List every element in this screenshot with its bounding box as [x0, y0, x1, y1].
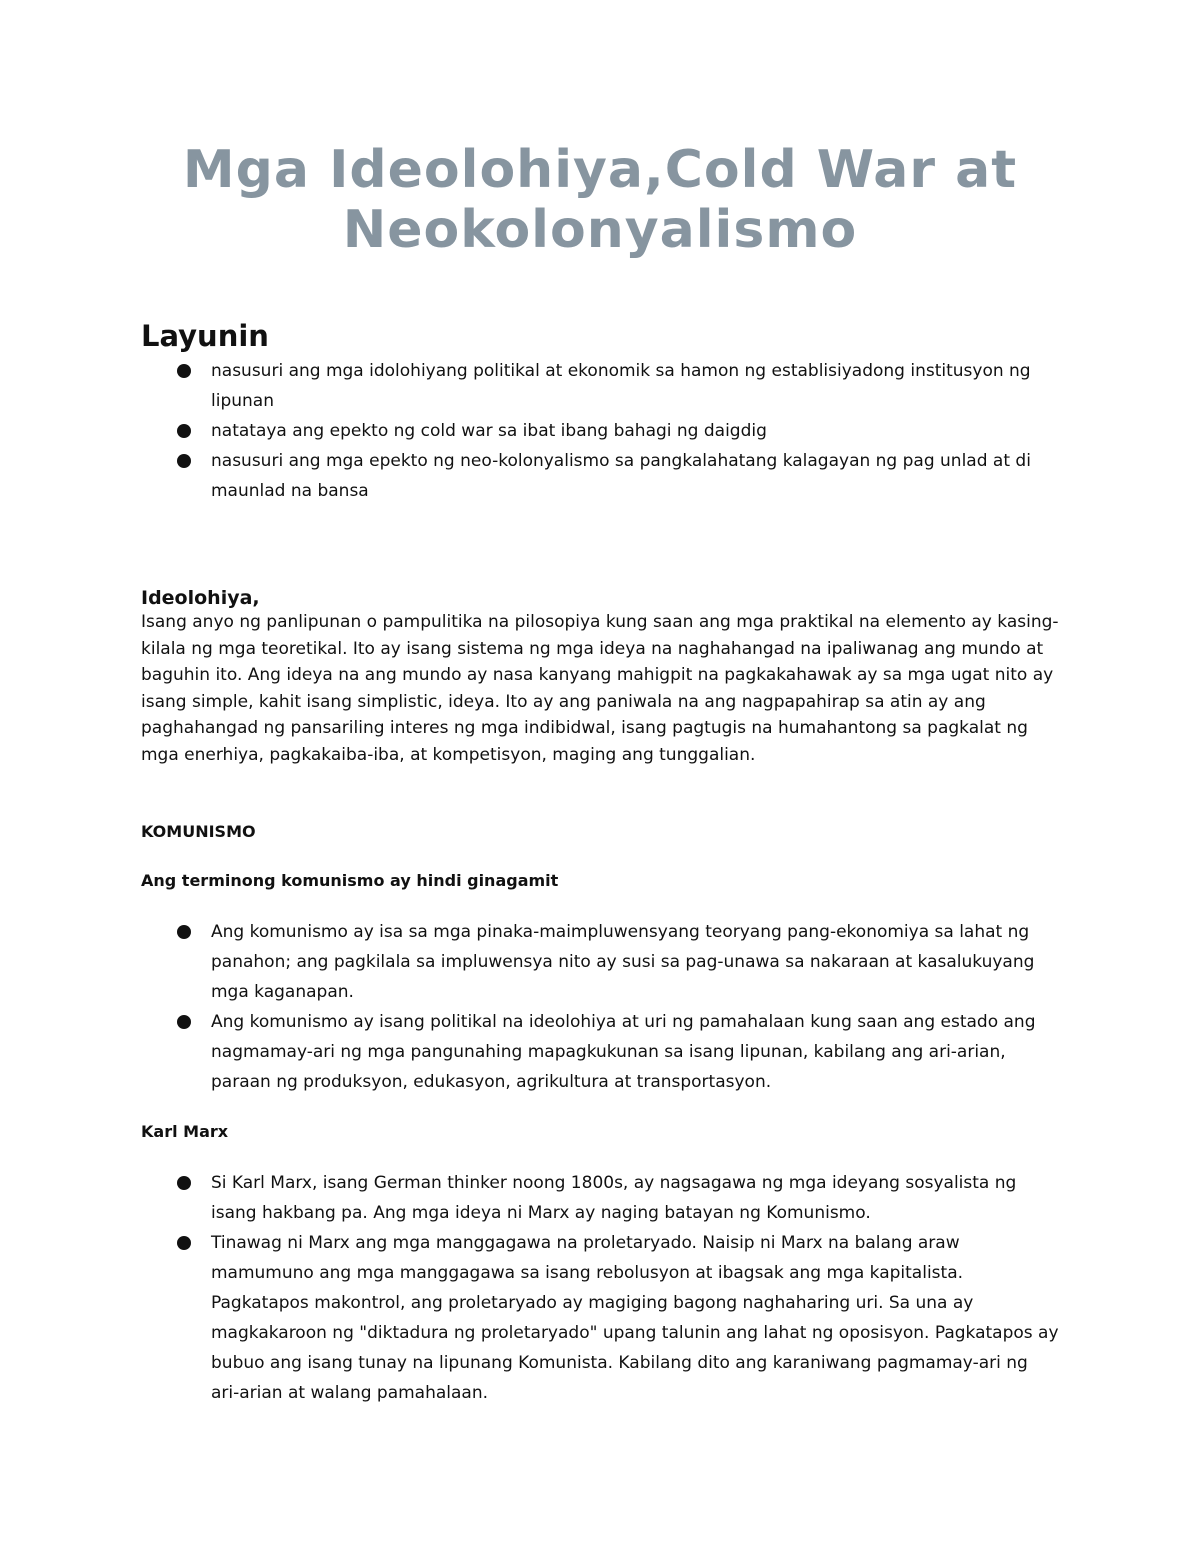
list-item — [141, 1228, 1061, 1408]
list-item-text: Ang komunismo ay isa sa mga pinaka-maimpluwensyang teoryang pang-ekonomiya sa lahat ng panahon; ang pagkilala sa impluwensya nito ay susi sa pag-unawa sa nakaraan at kasalukuyang mga kaganapan. — [211, 922, 1035, 1002]
list-item-text: Ang komunismo ay isang politikal na ideolohiya at uri ng pamahalaan kung saan ang estado ang nagmamay-ari ng mga pangunahing mapagkukunan sa isang lipunan, kabilang ang ari-arian, paraan ng produksyon, edukasyon, agrikultura at transportasyon. — [211, 1012, 1036, 1092]
list-item — [141, 1007, 1061, 1097]
karl-marx-heading: Karl Marx — [141, 1122, 229, 1141]
bullet-icon — [177, 1176, 191, 1190]
bullet-icon — [177, 454, 191, 468]
list-item-text: Tinawag ni Marx ang mga manggagawa na proletaryado. Naisip ni Marx na balang araw mamumuno ang mga manggagawa sa isang rebolusyon at ibagsak ang mga kapitalista. Pagkatapos makontrol, ang proletaryado ay magiging bagong naghaharing uri. Sa una ay magkakaroon ng "diktadura ng proletaryado" upang talunin ang lahat ng oposisyon. Pagkatapos ay bubuo ang isang tunay na lipunang Komunista. Kabilang dito ang karaniwang pagmamay-ari ng ari-arian at walang pamahalaan. — [211, 1233, 1059, 1403]
komunismo-list — [141, 917, 1061, 1097]
bullet-icon — [177, 424, 191, 438]
komunismo-heading: KOMUNISMO — [141, 822, 256, 841]
ideolohiya-paragraph: Isang anyo ng panlipunan o pampulitika na pilosopiya kung saan ang mga praktikal na elemento ay kasing-kilala ng mga teoretikal. Ito ay isang sistema ng mga ideya na naghahangad na ipaliwanag ang mundo at baguhin ito. Ang ideya na ang mundo ay nasa kanyang mahigpit na pagkakahawak ay sa mga ugat nito ay isang simple, kahit isang simplistic, ideya. Ito ay ang paniwala na ang nagpapahirap sa atin ay ang paghahangad ng pansariling interes ng mga indibidwal, isang pagtugis na humahantong sa pagkalat ng mga enerhiya, pagkakaiba-iba, at kompetisyon, maging ang tunggalian. — [141, 612, 1059, 765]
layunin-heading: Layunin — [141, 319, 269, 353]
list-item — [141, 446, 1061, 506]
page-title: Mga Ideolohiya,Cold War at Neokolonyalismo — [182, 140, 1018, 260]
bullet-icon — [177, 1015, 191, 1029]
layunin-list — [141, 356, 1061, 506]
list-item-text: natataya ang epekto ng cold war sa ibat ibang bahagi ng daigdig — [211, 421, 767, 441]
list-item — [141, 416, 1061, 446]
karl-marx-list — [141, 1168, 1061, 1408]
list-item-text: Si Karl Marx, isang German thinker noong 1800s, ay nagsagawa ng mga ideyang sosyalista ng isang hakbang pa. Ang mga ideya ni Marx ay naging batayan ng Komunismo. — [211, 1173, 1017, 1223]
list-item-text: nasusuri ang mga idolohiyang politikal at ekonomik sa hamon ng establisiyadong institusyon ng lipunan — [211, 361, 1031, 411]
list-item — [141, 917, 1061, 1007]
list-item — [141, 1168, 1061, 1228]
list-item-text: nasusuri ang mga epekto ng neo-kolonyalismo sa pangkalahatang kalagayan ng pag unlad at di maunlad na bansa — [211, 451, 1031, 501]
bullet-icon — [177, 925, 191, 939]
ideolohiya-heading: Ideolohiya, — [141, 587, 260, 609]
komunismo-subheading: Ang terminong komunismo ay hindi ginagamit — [141, 871, 559, 890]
bullet-icon — [177, 364, 191, 378]
list-item — [141, 356, 1061, 416]
bullet-icon — [177, 1236, 191, 1250]
